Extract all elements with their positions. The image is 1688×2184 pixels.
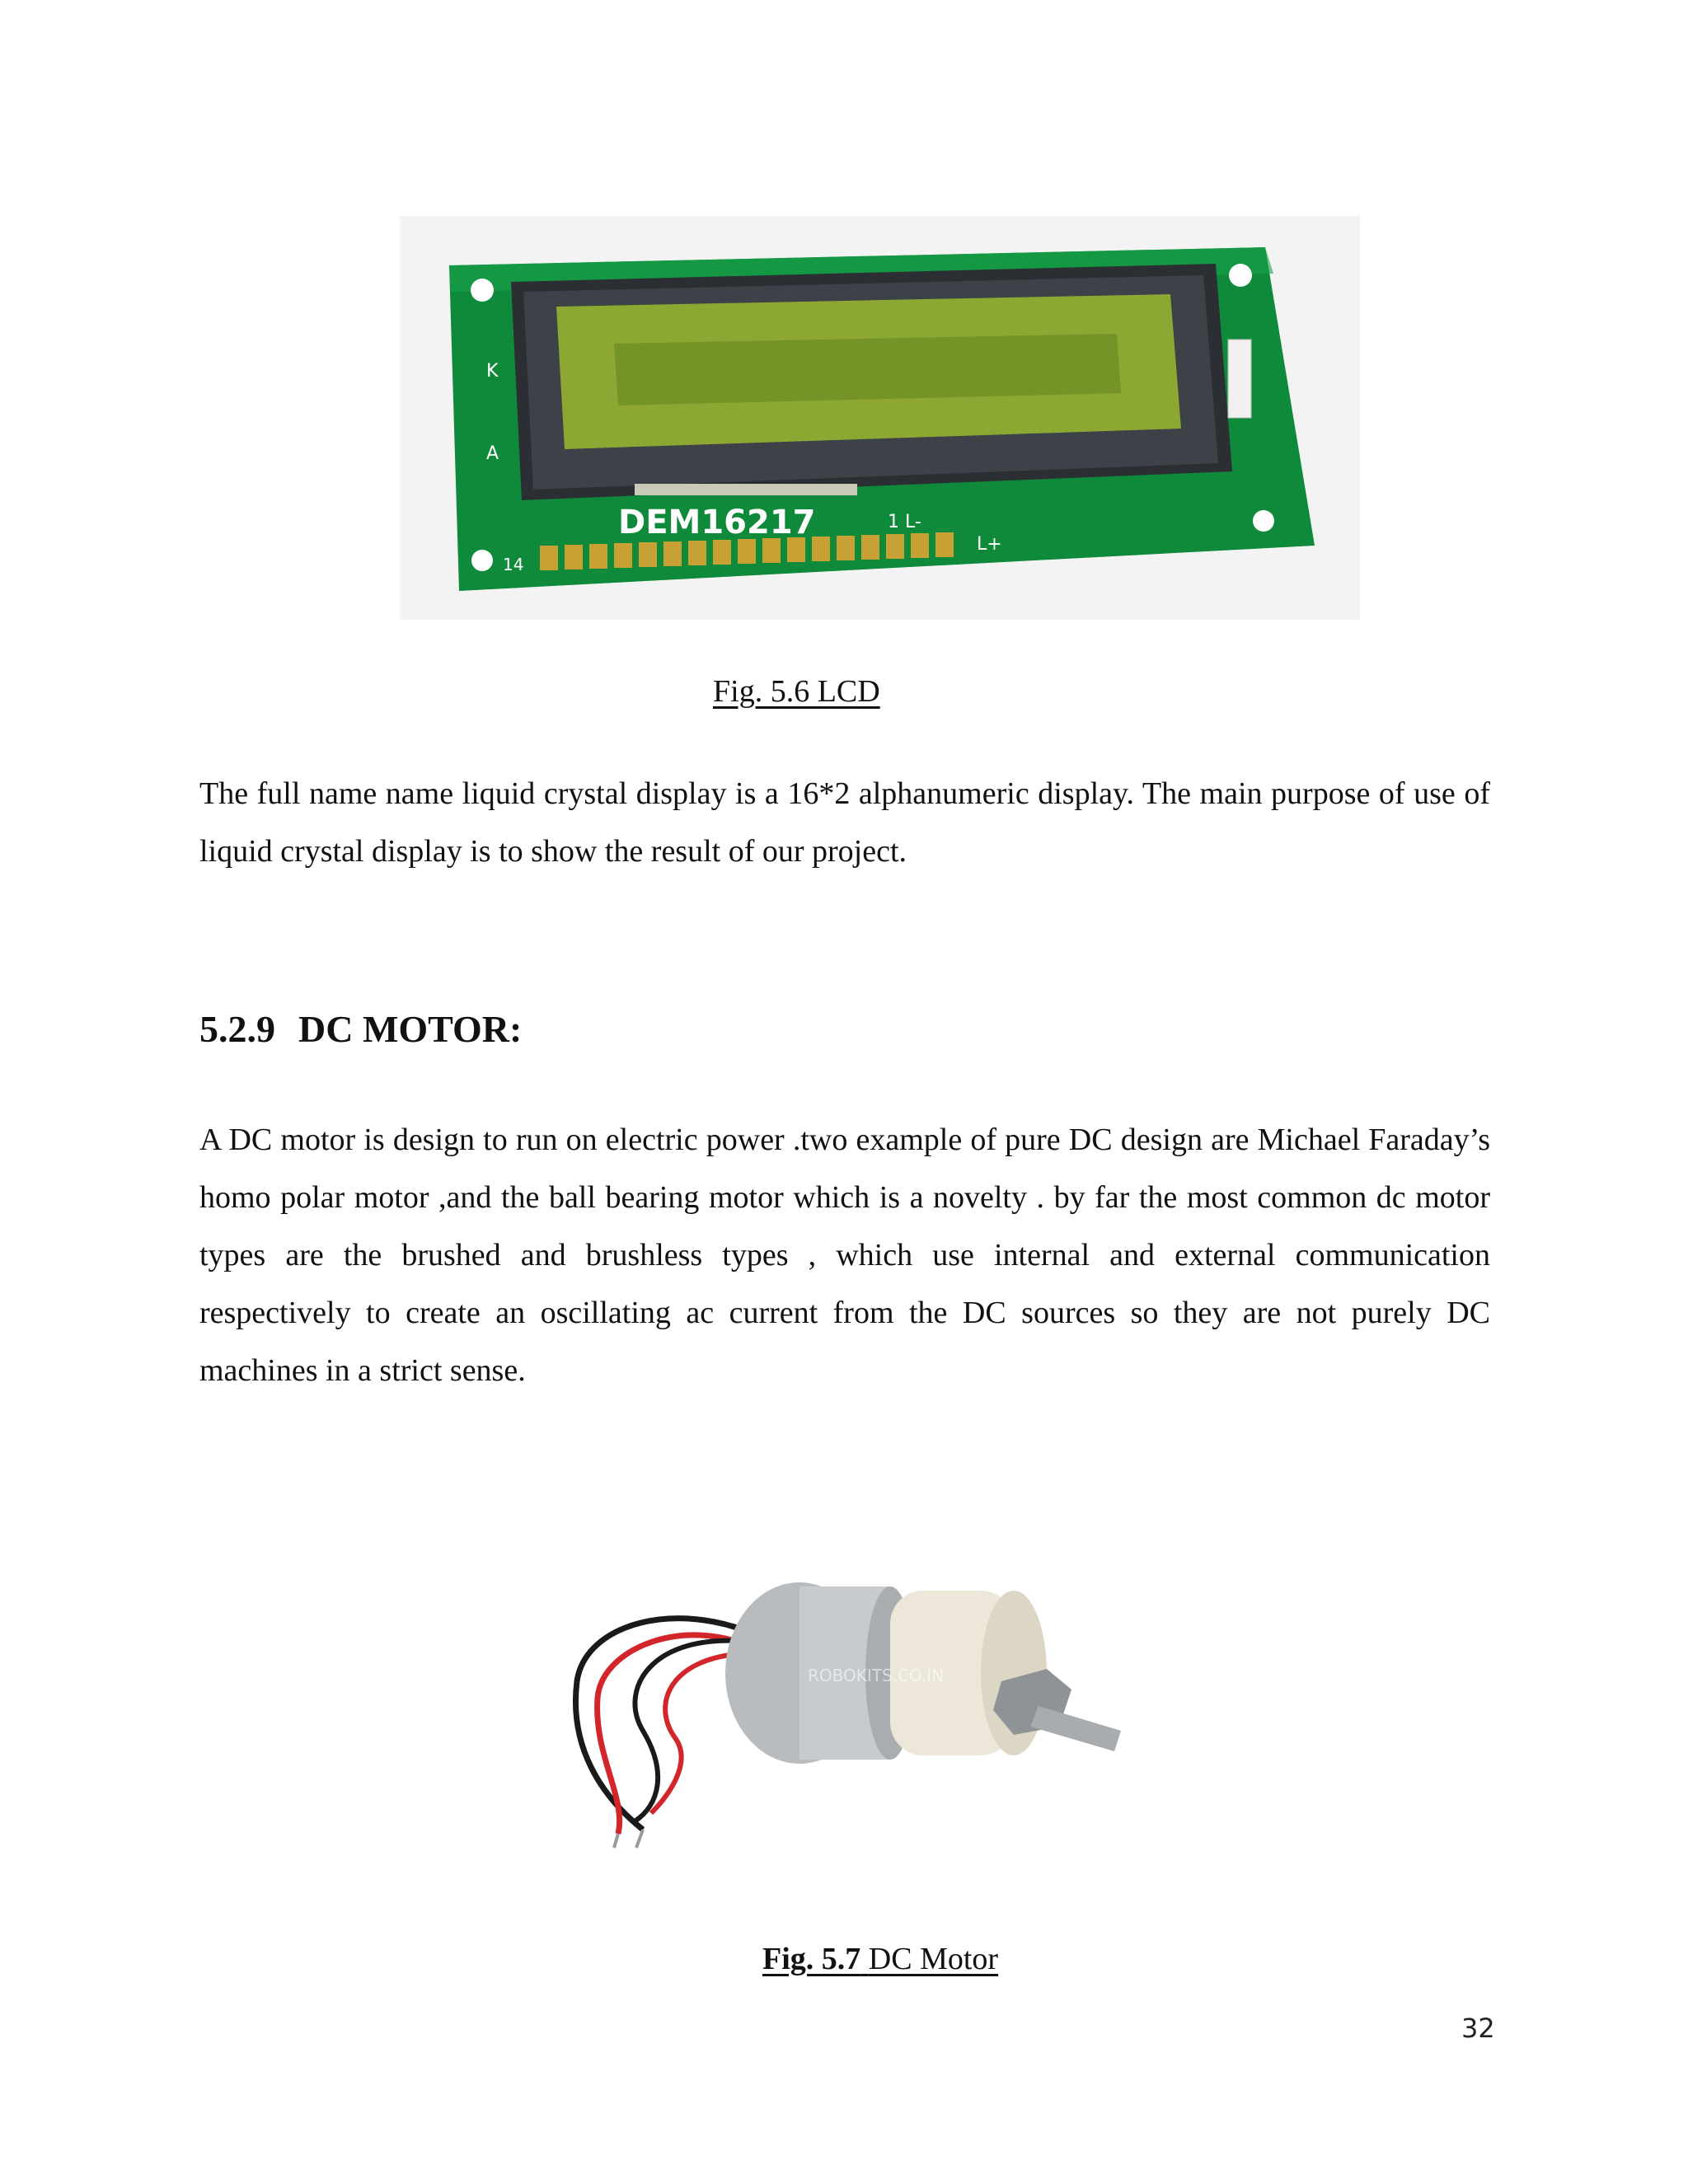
pcb-model-label: DEM16217 <box>618 504 816 541</box>
pin-14-label: 14 <box>503 555 524 574</box>
l-plus-label: L+ <box>977 534 1002 555</box>
figure-caption-lcd: Fig. 5.6 LCD <box>713 674 880 709</box>
section-title: DC MOTOR: <box>298 1008 523 1050</box>
dc-motor-photo <box>552 1549 1146 1863</box>
figure-caption-motor-number: Fig. 5.7 <box>762 1942 861 1976</box>
k-label: K <box>486 361 499 382</box>
section-number: 5.2.9 <box>199 1008 275 1050</box>
paragraph-lcd: The full name name liquid crystal display is a 16*2 alphanumeric display. The main purpose of use of liquid crystal display is to show the result of our project. <box>199 776 1490 869</box>
figure-caption-motor <box>762 1941 998 1977</box>
watermark-text: ROBOKITS.CO.IN <box>808 1666 945 1685</box>
page-number: 32 <box>1461 2013 1495 2044</box>
paragraph-dc-motor: A DC motor is design to run on electric power .two example of pure DC design are Michael Faraday’s homo polar motor ,and the ball bearing motor which is a novelty . by far the most common dc motor types are the brushed and brushless types , which use internal and external communication respectively to create an oscillating ac current from the DC sources so they are not purely DC machines in a strict sense. <box>199 1122 1490 1388</box>
section-heading <box>199 1007 522 1051</box>
figure-caption-motor-text: DC Motor <box>868 1942 999 1976</box>
pin-1-label: 1 L- <box>888 512 921 532</box>
lcd-photo <box>400 216 1360 620</box>
a-label: A <box>486 443 499 464</box>
